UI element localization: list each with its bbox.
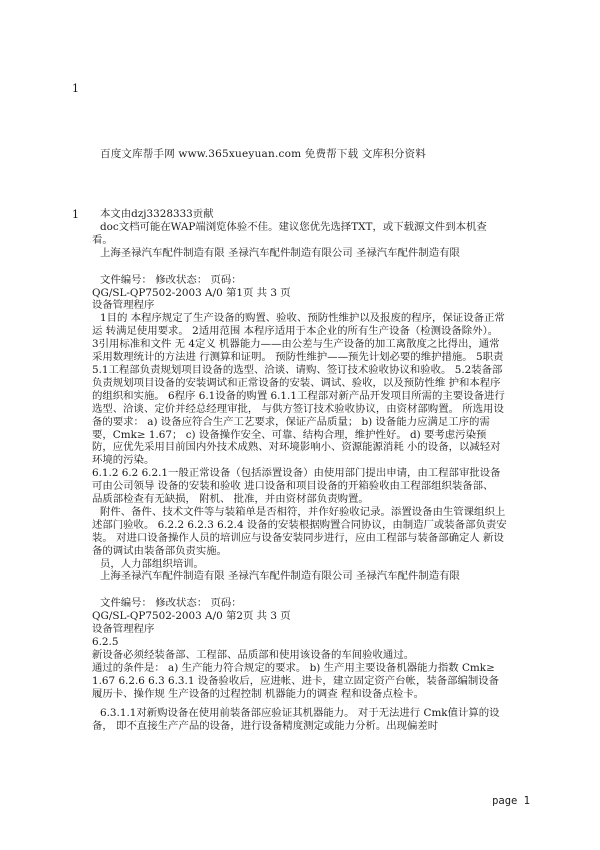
doc-reference-2: QG/SL-QP7502-2003 A/0 第2页 共 3 页 <box>92 610 291 623</box>
clause-number: 6.2.5 <box>92 636 119 649</box>
procedure-body-2: 6.1.2 6.2 6.2.1一般正常设备（包括添置设备）由使用部门提出申请，由工程部审批设备可由公司领导 设备的安装和验收 进口设备和项目设备的开箱验收由工程部组织装备部、 品质部检查有无缺损， 附机、 批准，并由资材部负责购置。 <box>92 467 501 506</box>
page-number-top: 1 <box>72 82 79 95</box>
section-title-2: 设备管理程序 <box>92 623 155 636</box>
section-title: 设备管理程序 <box>92 299 155 312</box>
acceptance-conditions: 通过的条件是： a) 生产能力符合规定的要求。 b) 生产用主要设备机器能力指数 Cmk≥ 1.67 6.2.6 6.3 6.3.1 设备验收后，应进帐、进卡，建立固定资产台帐，装备部编制设备履历卡、操作规 生产设备的过程控制 机器能力的调查 程和设备点检卡。 <box>92 661 500 700</box>
acceptance-text: 新设备必须经装备部、工程部、品质部和使用该设备的车间验收通过。 <box>92 649 415 661</box>
procedure-body-4: 员，人力部组织培训。 <box>100 557 204 570</box>
wap-notice: doc文档可能在WAP端浏览体验不佳。建议您优先选择TXT，或下载源文件到本机查看。 <box>92 220 487 246</box>
doc-reference: QG/SL-QP7502-2003 A/0 第1页 共 3 页 <box>92 286 291 299</box>
contributor-line: 本文由dzj3328333贡献 <box>100 208 214 220</box>
spacer <box>92 260 507 274</box>
file-info-2: 文件编号： 修改状态： 页码： <box>100 597 242 610</box>
document-body <box>92 208 507 732</box>
download-banner: 百度文库帮手网 www.365xueyuan.com 免费帮下载 文库积分资料 <box>100 148 427 160</box>
spacer-2 <box>92 583 507 597</box>
machine-capability-text: 6.3.1.1对新购设备在使用前装备部应验证其机器能力。 对于无法进行 Cmk值计算的设备， 即不直接生产产品的设备，进行设备精度测定或能力分析。出现偏差时 <box>92 706 500 732</box>
page-footer: page 1 <box>492 795 530 807</box>
procedure-body: 1目的 本程序规定了生产设备的购置、验收、预防性维护以及报废的程序，保证设备正常运 转满足使用要求。 2适用范围 本程序适用于本企业的所有生产设备（检测设备除外）。 3引用标准和文件 无 4定义 机器能力——由公差与生产设备的加工离散度之比得出，通常采用数理统计的方法进 行测算和证明。 预防性维护——预先计划必要的维护措施。 5职责 5.1工程部负责规划项目设备的选型、洽谈、请购、签订技术验收协议和验收。 5.2装备部负责规划项目设备的安装调试和正常设备的安装、调试、验收，以及预防性维 护和本程序的组织和实施。 6程序 6.1设备的购置 6.1.1工程部对新产品开发项目所需的主要设备进行选型、洽谈、定价并经总经理审批， 与供方签订技术验收协议，由资材部购置。 所选用设备的要求： a) 设备应符合生产工艺要求，保证产品质量； b) 设备能力应满足工序的需要，Cmk≥ 1.67； c) 设备操作安全、可靠、结构合理，维护性好。 d) 要考虑污染预防，应优先采用目前国内外技术成熟、对环境影响小、资源能源消耗 小的设备，以减轻对环境的污染。 <box>92 312 505 467</box>
file-info: 文件编号： 修改状态： 页码： <box>100 273 242 286</box>
company-header: 上海圣禄汽车配件制造有限 圣禄汽车配件制造有限公司 圣禄汽车配件制造有限 <box>100 246 460 259</box>
page-number-second: 1 <box>72 208 79 221</box>
procedure-body-3: 附件、备件、技术文件等与装箱单是否相符，并作好验收记录。添置设备由生管课组织上 述部门验收。 6.2.2 6.2.3 6.2.4 设备的安装根据购置合同协议，由制造厂或装备部负责安装。 对进口设备操作人员的培训应与设备安装同步进行，应由工程部与装备部确定人 新设备的调试由装备部负责实施。 <box>92 505 507 557</box>
company-header-2: 上海圣禄汽车配件制造有限 圣禄汽车配件制造有限公司 圣禄汽车配件制造有限 <box>100 570 460 583</box>
